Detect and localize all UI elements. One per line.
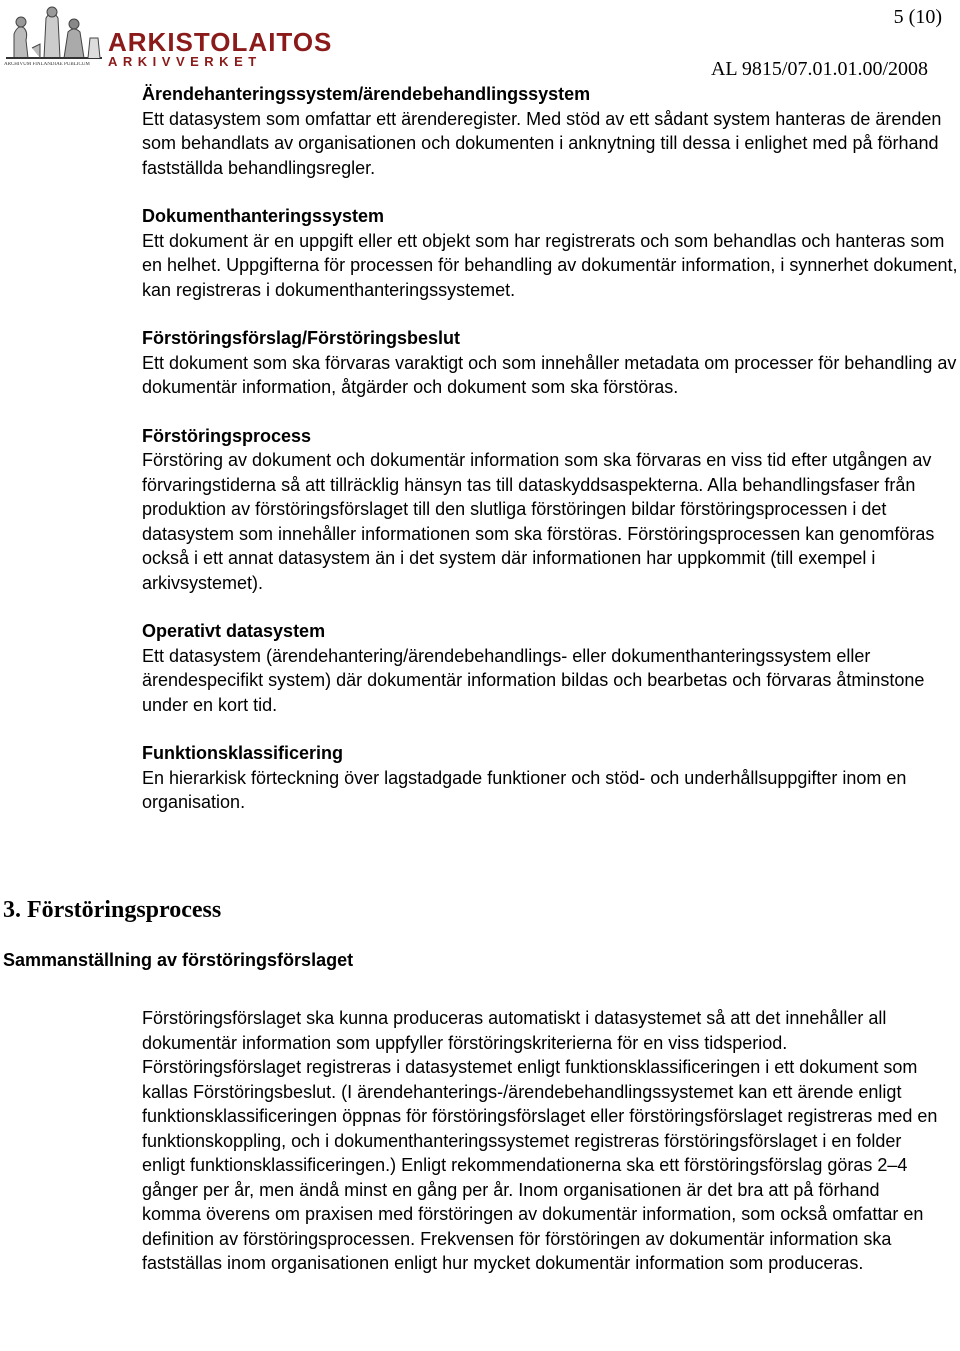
definition-title: Förstöringsförslag/Förstöringsbeslut — [142, 328, 461, 348]
definition-item — [142, 741, 960, 815]
logo-motto: ARCHIVUM FINLANDIAE PUBLICUM — [4, 62, 90, 67]
definition-item — [142, 619, 960, 717]
definition-text: En hierarkisk förteckning över lagstadgade funktioner och stöd- och underhållsuppgifter inom en organisation. — [142, 767, 907, 812]
subsection-heading: Sammanställning av förstöringsförslaget — [3, 950, 354, 970]
definition-text: Ett datasystem som omfattar ett ärenderegister. Med stöd av ett sådant system hanteras de ärenden som behandlats av organisationen och dokumenten i anknytning till dessa i enlighet med på förhand fastställda behandlingsregler. — [142, 108, 942, 178]
definition-item — [142, 424, 960, 596]
document-reference: AL 9815/07.01.01.00/2008 — [710, 58, 928, 80]
definition-text: Ett dokument som ska förvaras varaktigt och som innehåller metadata om processer för behandling av dokumentär information, åtgärder och dokument som ska förstöras. — [142, 352, 957, 397]
definition-title: Ärendehanteringssystem/ärendebehandlingssystem — [142, 84, 591, 104]
page-number: 5 (10) — [893, 6, 942, 28]
definition-title: Funktionsklassificering — [142, 743, 344, 763]
section-heading: 3. Förstöringsprocess — [3, 897, 222, 923]
definition-title: Dokumenthanteringssystem — [142, 206, 385, 226]
definition-item — [142, 326, 960, 400]
definition-item — [142, 204, 960, 302]
arkistolaitos-logo — [4, 4, 333, 70]
logo-name: ARKISTOLAITOS — [108, 27, 333, 57]
body-paragraph: Förstöringsförslaget ska kunna produceras automatiskt i datasystemet så att det innehåller all dokumentär information som uppfyller förstöringskriterierna för en viss tidsperiod. Förstöringsförslaget registreras i datasystemet enligt funktionsklassificeringen i ett dokument som kallas Förstöringsbeslut. (I ärendehanterings-/ärendebehandlingssystemet kan ett ärende enligt funktionsklassificeringen öppnas för förstöringsförslaget eller förstöringsförslaget registreras med en funktionskoppling, och i dokumenthanteringssystemet registreras förstöringsförslaget i en folder enligt funktionsklassificeringen.) Enligt rekommendationerna ska ett förstöringsförslag göras 2–4 gånger per år, men ändå minst en gång per år. Inom organisationen är det bra att på förhand komma överens om praxisen med förstöringen av dokumentär information, som också omfattar en definition av förstöringsprocessen. Frekvensen för förstöringen av dokumentär information ska fastställas inom organisationen enligt hur mycket dokumentär information som produceras. — [142, 1008, 938, 1273]
definition-title: Operativt datasystem — [142, 621, 326, 641]
definition-title: Förstöringsprocess — [142, 425, 312, 446]
definition-text: Förstöring av dokument och dokumentär information som ska förvaras en viss tid efter utgången av förvaringstiderna så att tillräcklig hänsyn tas till dataskyddsaspekterna. Alla behandlingsfaser från produktion av förstöringsförslaget till den slutliga förstöringen bildar förstöringsprocessen i det datasystem som innehåller informationen som ska förstöras. Förstöringsprocessen kan genomföras också i ett annat datasystem än i det system där informationen har uppkommit (till exempel i arkivsystemet). — [142, 450, 935, 593]
definition-item — [142, 82, 960, 180]
logo-subname: ARKIVVERKET — [108, 54, 262, 69]
definitions-list — [142, 82, 960, 839]
definition-text: Ett dokument är en uppgift eller ett objekt som har registrerats och som behandlas och hanteras som en helhet. Uppgifterna för processen för behandling av dokumentär information, i synnerhet dokument, kan registreras i dokumenthanteringssystemet. — [142, 230, 958, 300]
definition-text: Ett datasystem (ärendehantering/ärendebehandlings- eller dokumenthanteringssystem eller ärendespecifikt system) där dokumentär information bildas och bearbetas och förvaras åtminstone under en kort tid. — [142, 645, 925, 715]
archive-emblem-icon — [4, 4, 104, 70]
